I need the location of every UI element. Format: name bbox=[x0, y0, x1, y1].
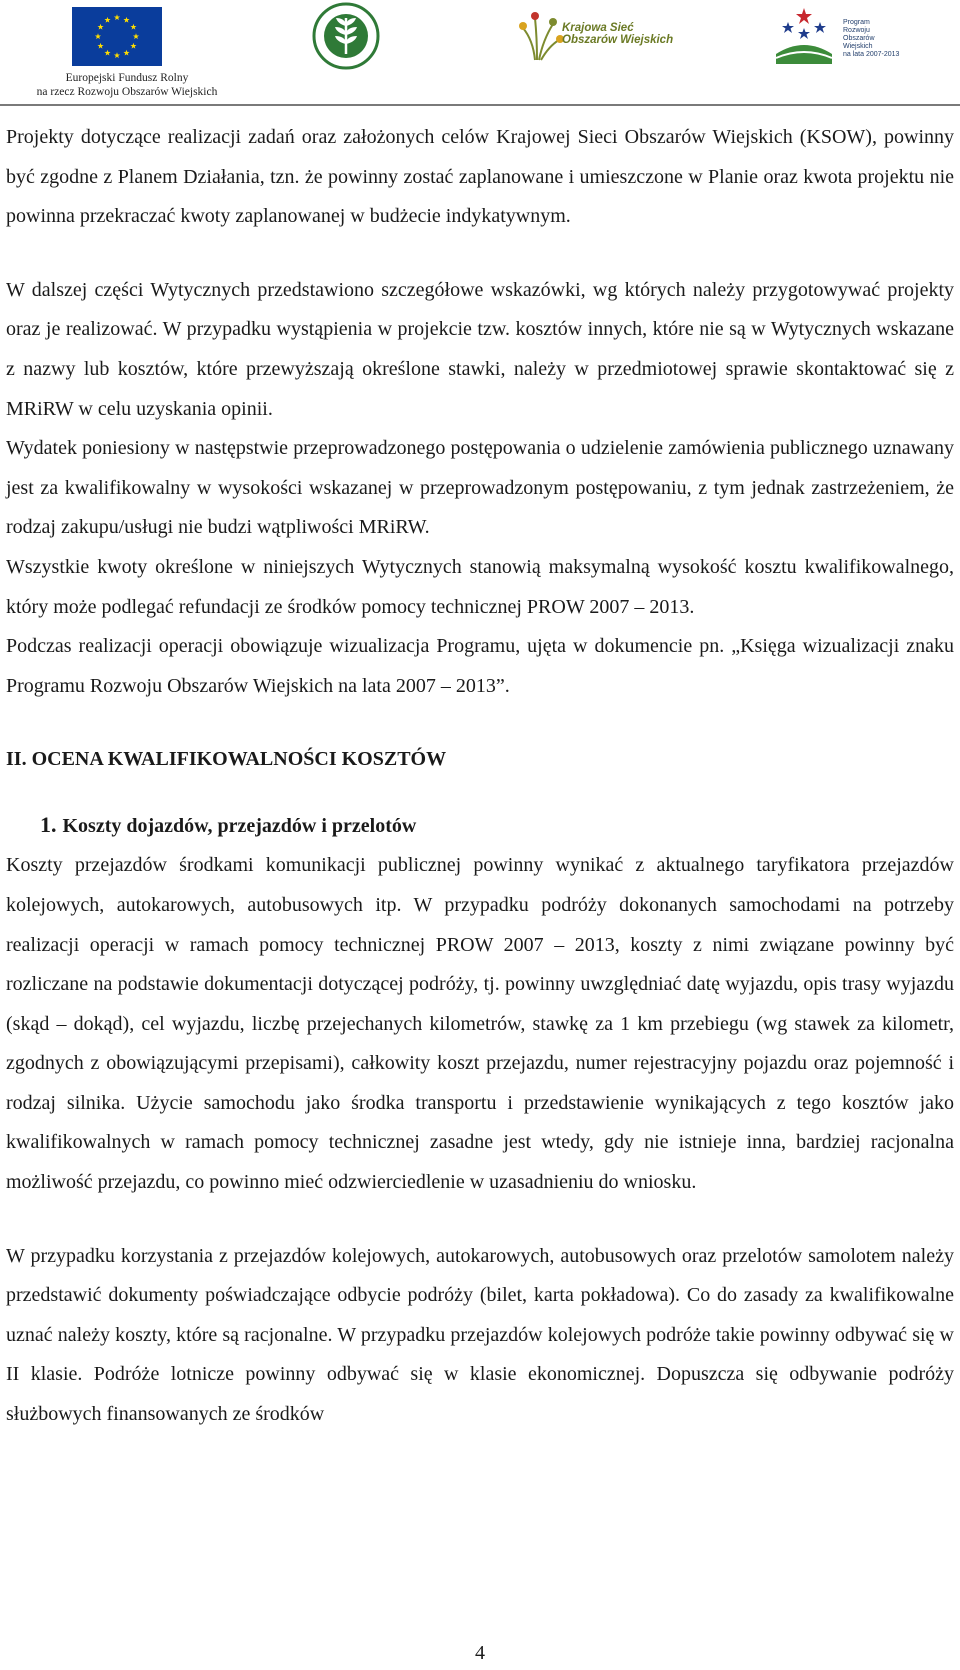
paragraph-public-procurement: Wydatek poniesiony w następstwie przeprowadzonego postępowania o udzielenie zamówienia publicznego uznawany jest za kwalifikowalny w wysokości wskazanej w przeprowadzonym postępowaniu, z tym jednak zastrzeżeniem, że rodzaj zakupu/usługi nie budzi wątpliwości MRiRW. bbox=[6, 437, 954, 539]
paragraph-travel-costs: Koszty przejazdów środkami komunikacji publicznej powinny wynikać z aktualnego taryfikatora przejazdów kolejowych, autokarowych, autobusowych itp. W przypadku podróży dokonanych samochodami na potrzeby realizacji operacji w ramach pomocy technicznej PROW 2007 – 2013, koszty z nimi związane powinny być rozliczane na podstawie dokumentacji dotyczącej podróży, tj. powinny uwzględniać datę wyjazdu, opis trasy wyjazdu (skąd – dokąd), cel wyjazdu, liczbę przejechanych kilometrów, stawkę za 1 km przebiegu (wg stawek za kilometr, zgodnych z obowiązującymi przepisami), całkowity koszt przejazdu, numer rejestracyjny pojazdu oraz pojemność i rodzaj silnika. Użycie samochodu jako środka transportu i przedstawienie wynikających z tego kosztów jako kwalifikowalnych w ramach pomocy technicznej zasadne jest wtedy, gdy nie istnieje inna, bardziej racjonalna możliwość przejazdu, co powinno mieć odzwierciedlenie w uzasadnieniu do wniosku. bbox=[6, 854, 954, 1194]
ksow-line-2: Obszarów Wiejskich bbox=[562, 34, 674, 46]
page-number: 4 bbox=[475, 1642, 485, 1664]
sub-heading-number: 1. bbox=[40, 812, 57, 838]
document-body bbox=[6, 118, 954, 1435]
sub-heading-title: Koszty dojazdów, przejazdów i przelotów bbox=[62, 815, 417, 838]
prow-logo-text bbox=[843, 19, 899, 59]
ksow-logo-text bbox=[562, 22, 673, 46]
sub-heading bbox=[6, 805, 954, 846]
prow-line-4: Wiejskich bbox=[843, 43, 873, 50]
ministry-seal-logo bbox=[312, 2, 380, 70]
eu-fund-caption bbox=[22, 71, 232, 99]
ksow-line-1: Krajowa Sieć bbox=[562, 22, 634, 34]
prow-line-3: Obszarów bbox=[843, 35, 875, 42]
header-divider bbox=[0, 104, 960, 106]
paragraph-visualization: Podczas realizacji operacji obowiązuje wizualizacja Programu, ujęta w dokumencie pn. „Księga wizualizacji znaku Programu Rozwoju Obszarów Wiejskich na lata 2007 – 2013”. bbox=[6, 635, 954, 697]
paragraph-transport-documents: W przypadku korzystania z przejazdów kolejowych, autokarowych, autobusowych oraz przelotów samolotem należy przedstawić dokumenty poświadczające odbycie podróży (bilet, karta pokładowa). Co do zasady za kwalifikowalne uznać należy koszty, które są racjonalne. W przypadku przejazdów kolejowych podróże takie powinny odbywać się w II klasie. Podróże lotnicze powinny odbywać się w klasie ekonomicznej. Dopuszcza się odbywanie podróży służbowych finansowanych ze środków bbox=[6, 1244, 954, 1426]
prow-line-5: na lata 2007-2013 bbox=[843, 51, 900, 58]
prow-line-2: Rozwoju bbox=[843, 27, 870, 34]
eu-caption-line-1: Europejski Fundusz Rolny bbox=[65, 72, 189, 84]
paragraph-max-amounts: Wszystkie kwoty określone w niniejszych Wytycznych stanowią maksymalną wysokość kosztu kwalifikowalnego, który może podlegać refundacji ze środków pomocy technicznej PROW 2007 – 2013. bbox=[6, 555, 954, 618]
prow-line-1: Program bbox=[843, 19, 870, 26]
eu-flag-logo bbox=[72, 7, 162, 66]
prow-program-logo bbox=[770, 2, 838, 70]
section-heading: II. OCENA KWALIFIKOWALNOŚCI KOSZTÓW bbox=[6, 748, 447, 771]
page-header bbox=[0, 0, 960, 104]
eu-caption-line-2: na rzecz Rozwoju Obszarów Wiejskich bbox=[36, 86, 218, 98]
paragraph-guidelines-details: W dalszej części Wytycznych przedstawiono szczegółowe wskazówki, wg których należy przygotowywać projekty oraz je realizować. W przypadku wystąpienia w projekcie tzw. kosztów innych, które nie są w Wytycznych wskazane z nazwy lub kosztów, które przewyższają określone stawki, należy w przedmiotowej sprawie skontaktować się z MRiRW w celu uzyskania opinii. bbox=[6, 278, 954, 420]
paragraph-ksow-projects: Projekty dotyczące realizacji zadań oraz założonych celów Krajowej Sieci Obszarów Wiejskich (KSOW), powinny być zgodne z Planem Działania, tzn. że powinny zostać zaplanowane i umieszczone w Planie oraz kwota projektu nie powinna przekraczać kwoty zaplanowanej w budżecie indykatywnym. bbox=[6, 126, 954, 228]
